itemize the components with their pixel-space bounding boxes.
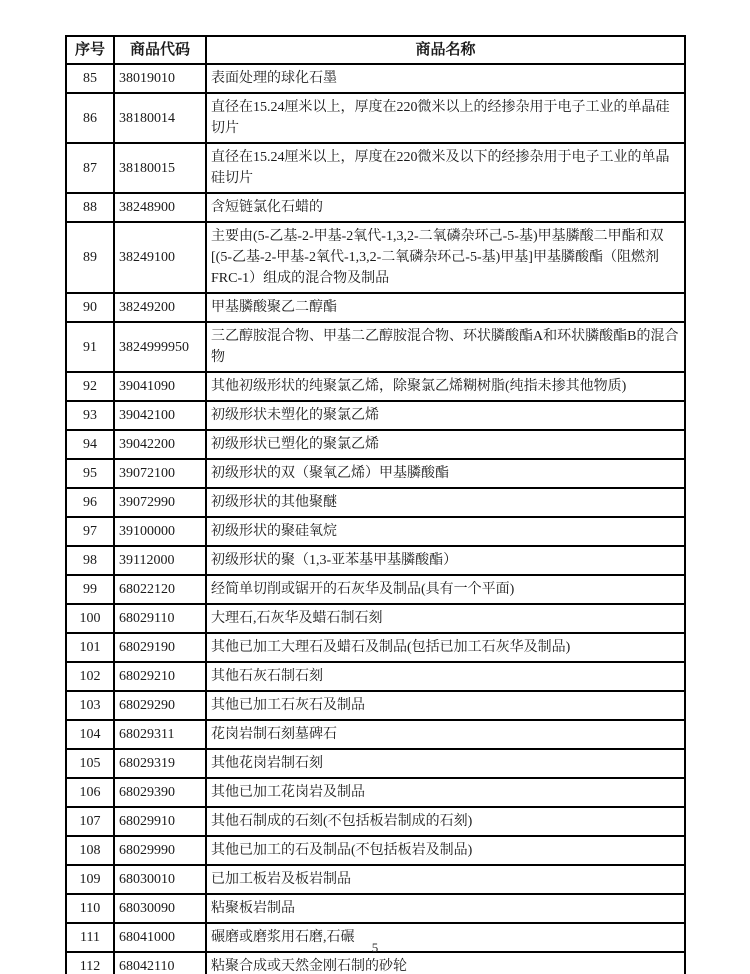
commodity-name-cell: 初级形状的聚（1,3-亚苯基甲基膦酸酯）	[206, 546, 685, 575]
commodity-name-cell: 三乙醇胺混合物、甲基二乙醇胺混合物、环状膦酸酯A和环状膦酸酯B的混合物	[206, 322, 685, 372]
table-row	[66, 836, 685, 865]
table-row	[66, 604, 685, 633]
table-row	[66, 575, 685, 604]
commodity-name-cell: 含短链氯化石蜡的	[206, 193, 685, 222]
serial-number-cell: 101	[66, 633, 114, 662]
commodity-code-cell: 68022120	[114, 575, 206, 604]
serial-number-cell: 107	[66, 807, 114, 836]
table-row	[66, 222, 685, 293]
serial-number-cell: 102	[66, 662, 114, 691]
table-row	[66, 430, 685, 459]
commodity-code-cell: 38019010	[114, 64, 206, 93]
table-row	[66, 93, 685, 143]
table-row	[66, 193, 685, 222]
commodity-code-cell: 68029910	[114, 807, 206, 836]
commodity-code-cell: 68029110	[114, 604, 206, 633]
commodity-code-cell: 68029290	[114, 691, 206, 720]
table-row	[66, 633, 685, 662]
table-row	[66, 64, 685, 93]
table-row	[66, 546, 685, 575]
commodity-code-cell: 68029990	[114, 836, 206, 865]
serial-number-cell: 85	[66, 64, 114, 93]
commodity-code-cell: 3824999950	[114, 322, 206, 372]
commodity-name-cell: 其他已加工的石及制品(不包括板岩及制品)	[206, 836, 685, 865]
table-row	[66, 894, 685, 923]
commodity-code-cell: 39112000	[114, 546, 206, 575]
serial-number-cell: 89	[66, 222, 114, 293]
serial-number-cell: 111	[66, 923, 114, 952]
serial-number-cell: 97	[66, 517, 114, 546]
commodity-name-cell: 其他已加工花岗岩及制品	[206, 778, 685, 807]
serial-number-cell: 92	[66, 372, 114, 401]
table-row	[66, 372, 685, 401]
table-row	[66, 662, 685, 691]
table-row	[66, 720, 685, 749]
commodity-code-cell: 38248900	[114, 193, 206, 222]
table-row	[66, 143, 685, 193]
commodity-name-cell: 直径在15.24厘米以上，厚度在220微米以上的经掺杂用于电子工业的单晶硅切片	[206, 93, 685, 143]
serial-number-cell: 87	[66, 143, 114, 193]
table-row	[66, 749, 685, 778]
header-row	[66, 36, 685, 64]
table-row	[66, 807, 685, 836]
commodity-name-cell: 其他已加工石灰石及制品	[206, 691, 685, 720]
commodity-name-cell: 经简单切削或锯开的石灰华及制品(具有一个平面)	[206, 575, 685, 604]
commodity-name-cell: 初级形状的其他聚醚	[206, 488, 685, 517]
serial-number-cell: 98	[66, 546, 114, 575]
serial-number-cell: 100	[66, 604, 114, 633]
commodity-name-cell: 初级形状未塑化的聚氯乙烯	[206, 401, 685, 430]
serial-number-cell: 112	[66, 952, 114, 974]
header-commodity-code: 商品代码	[114, 36, 206, 64]
commodity-name-cell: 初级形状的聚硅氧烷	[206, 517, 685, 546]
commodity-name-cell: 甲基膦酸聚乙二醇酯	[206, 293, 685, 322]
serial-number-cell: 93	[66, 401, 114, 430]
commodity-code-cell: 68041000	[114, 923, 206, 952]
commodity-name-cell: 已加工板岩及板岩制品	[206, 865, 685, 894]
commodity-code-cell: 39042100	[114, 401, 206, 430]
table-row	[66, 293, 685, 322]
commodity-code-cell: 68029319	[114, 749, 206, 778]
serial-number-cell: 96	[66, 488, 114, 517]
serial-number-cell: 106	[66, 778, 114, 807]
serial-number-cell: 109	[66, 865, 114, 894]
table-row	[66, 778, 685, 807]
commodity-code-cell: 39100000	[114, 517, 206, 546]
commodity-code-cell: 68029390	[114, 778, 206, 807]
serial-number-cell: 104	[66, 720, 114, 749]
serial-number-cell: 95	[66, 459, 114, 488]
table-row	[66, 322, 685, 372]
commodity-name-cell: 粘聚板岩制品	[206, 894, 685, 923]
commodity-name-cell: 其他已加工大理石及蜡石及制品(包括已加工石灰华及制品)	[206, 633, 685, 662]
table-row	[66, 691, 685, 720]
serial-number-cell: 86	[66, 93, 114, 143]
commodity-name-cell: 主要由(5-乙基-2-甲基-2氧代-1,3,2-二氧磷杂环己-5-基)甲基膦酸二甲酯和双[(5-乙基-2-甲基-2氧代-1,3,2-二氧磷杂环己-5-基)甲基]甲基膦酸酯（阻燃剂 FRC-1）组成的混合物及制品	[206, 222, 685, 293]
commodity-code-cell: 68029311	[114, 720, 206, 749]
commodity-code-cell: 39041090	[114, 372, 206, 401]
serial-number-cell: 103	[66, 691, 114, 720]
commodity-name-cell: 其他石灰石制石刻	[206, 662, 685, 691]
table-body	[66, 64, 685, 974]
commodity-code-cell: 39042200	[114, 430, 206, 459]
serial-number-cell: 88	[66, 193, 114, 222]
commodity-code-cell: 38249200	[114, 293, 206, 322]
commodity-code-cell: 39072990	[114, 488, 206, 517]
commodity-name-cell: 大理石,石灰华及蜡石制石刻	[206, 604, 685, 633]
header-serial-number: 序号	[66, 36, 114, 64]
serial-number-cell: 94	[66, 430, 114, 459]
header-commodity-name: 商品名称	[206, 36, 685, 64]
commodity-code-cell: 68029210	[114, 662, 206, 691]
table-row	[66, 459, 685, 488]
commodity-code-cell: 38249100	[114, 222, 206, 293]
commodity-code-cell: 68030090	[114, 894, 206, 923]
commodity-code-cell: 68042110	[114, 952, 206, 974]
table-row	[66, 865, 685, 894]
serial-number-cell: 105	[66, 749, 114, 778]
serial-number-cell: 108	[66, 836, 114, 865]
commodity-name-cell: 其他花岗岩制石刻	[206, 749, 685, 778]
commodity-name-cell: 表面处理的球化石墨	[206, 64, 685, 93]
commodity-name-cell: 粘聚合成或天然金刚石制的砂轮	[206, 952, 685, 974]
commodity-code-cell: 38180014	[114, 93, 206, 143]
table-row	[66, 488, 685, 517]
serial-number-cell: 110	[66, 894, 114, 923]
table-header	[66, 36, 685, 64]
page-number: 5	[371, 940, 379, 955]
commodity-name-cell: 花岗岩制石刻墓碑石	[206, 720, 685, 749]
commodity-code-cell: 39072100	[114, 459, 206, 488]
table-row	[66, 517, 685, 546]
commodity-table	[65, 35, 686, 974]
commodity-code-cell: 68030010	[114, 865, 206, 894]
serial-number-cell: 90	[66, 293, 114, 322]
commodity-name-cell: 初级形状已塑化的聚氯乙烯	[206, 430, 685, 459]
serial-number-cell: 99	[66, 575, 114, 604]
commodity-code-cell: 68029190	[114, 633, 206, 662]
commodity-code-cell: 38180015	[114, 143, 206, 193]
commodity-name-cell: 其他初级形状的纯聚氯乙烯，除聚氯乙烯糊树脂(纯指未掺其他物质)	[206, 372, 685, 401]
commodity-name-cell: 碾磨或磨浆用石磨,石碾	[206, 923, 685, 952]
commodity-name-cell: 其他石制成的石刻(不包括板岩制成的石刻)	[206, 807, 685, 836]
commodity-name-cell: 直径在15.24厘米以上，厚度在220微米及以下的经掺杂用于电子工业的单晶硅切片	[206, 143, 685, 193]
commodity-name-cell: 初级形状的双（聚氧乙烯）甲基膦酸酯	[206, 459, 685, 488]
table-row	[66, 401, 685, 430]
serial-number-cell: 91	[66, 322, 114, 372]
